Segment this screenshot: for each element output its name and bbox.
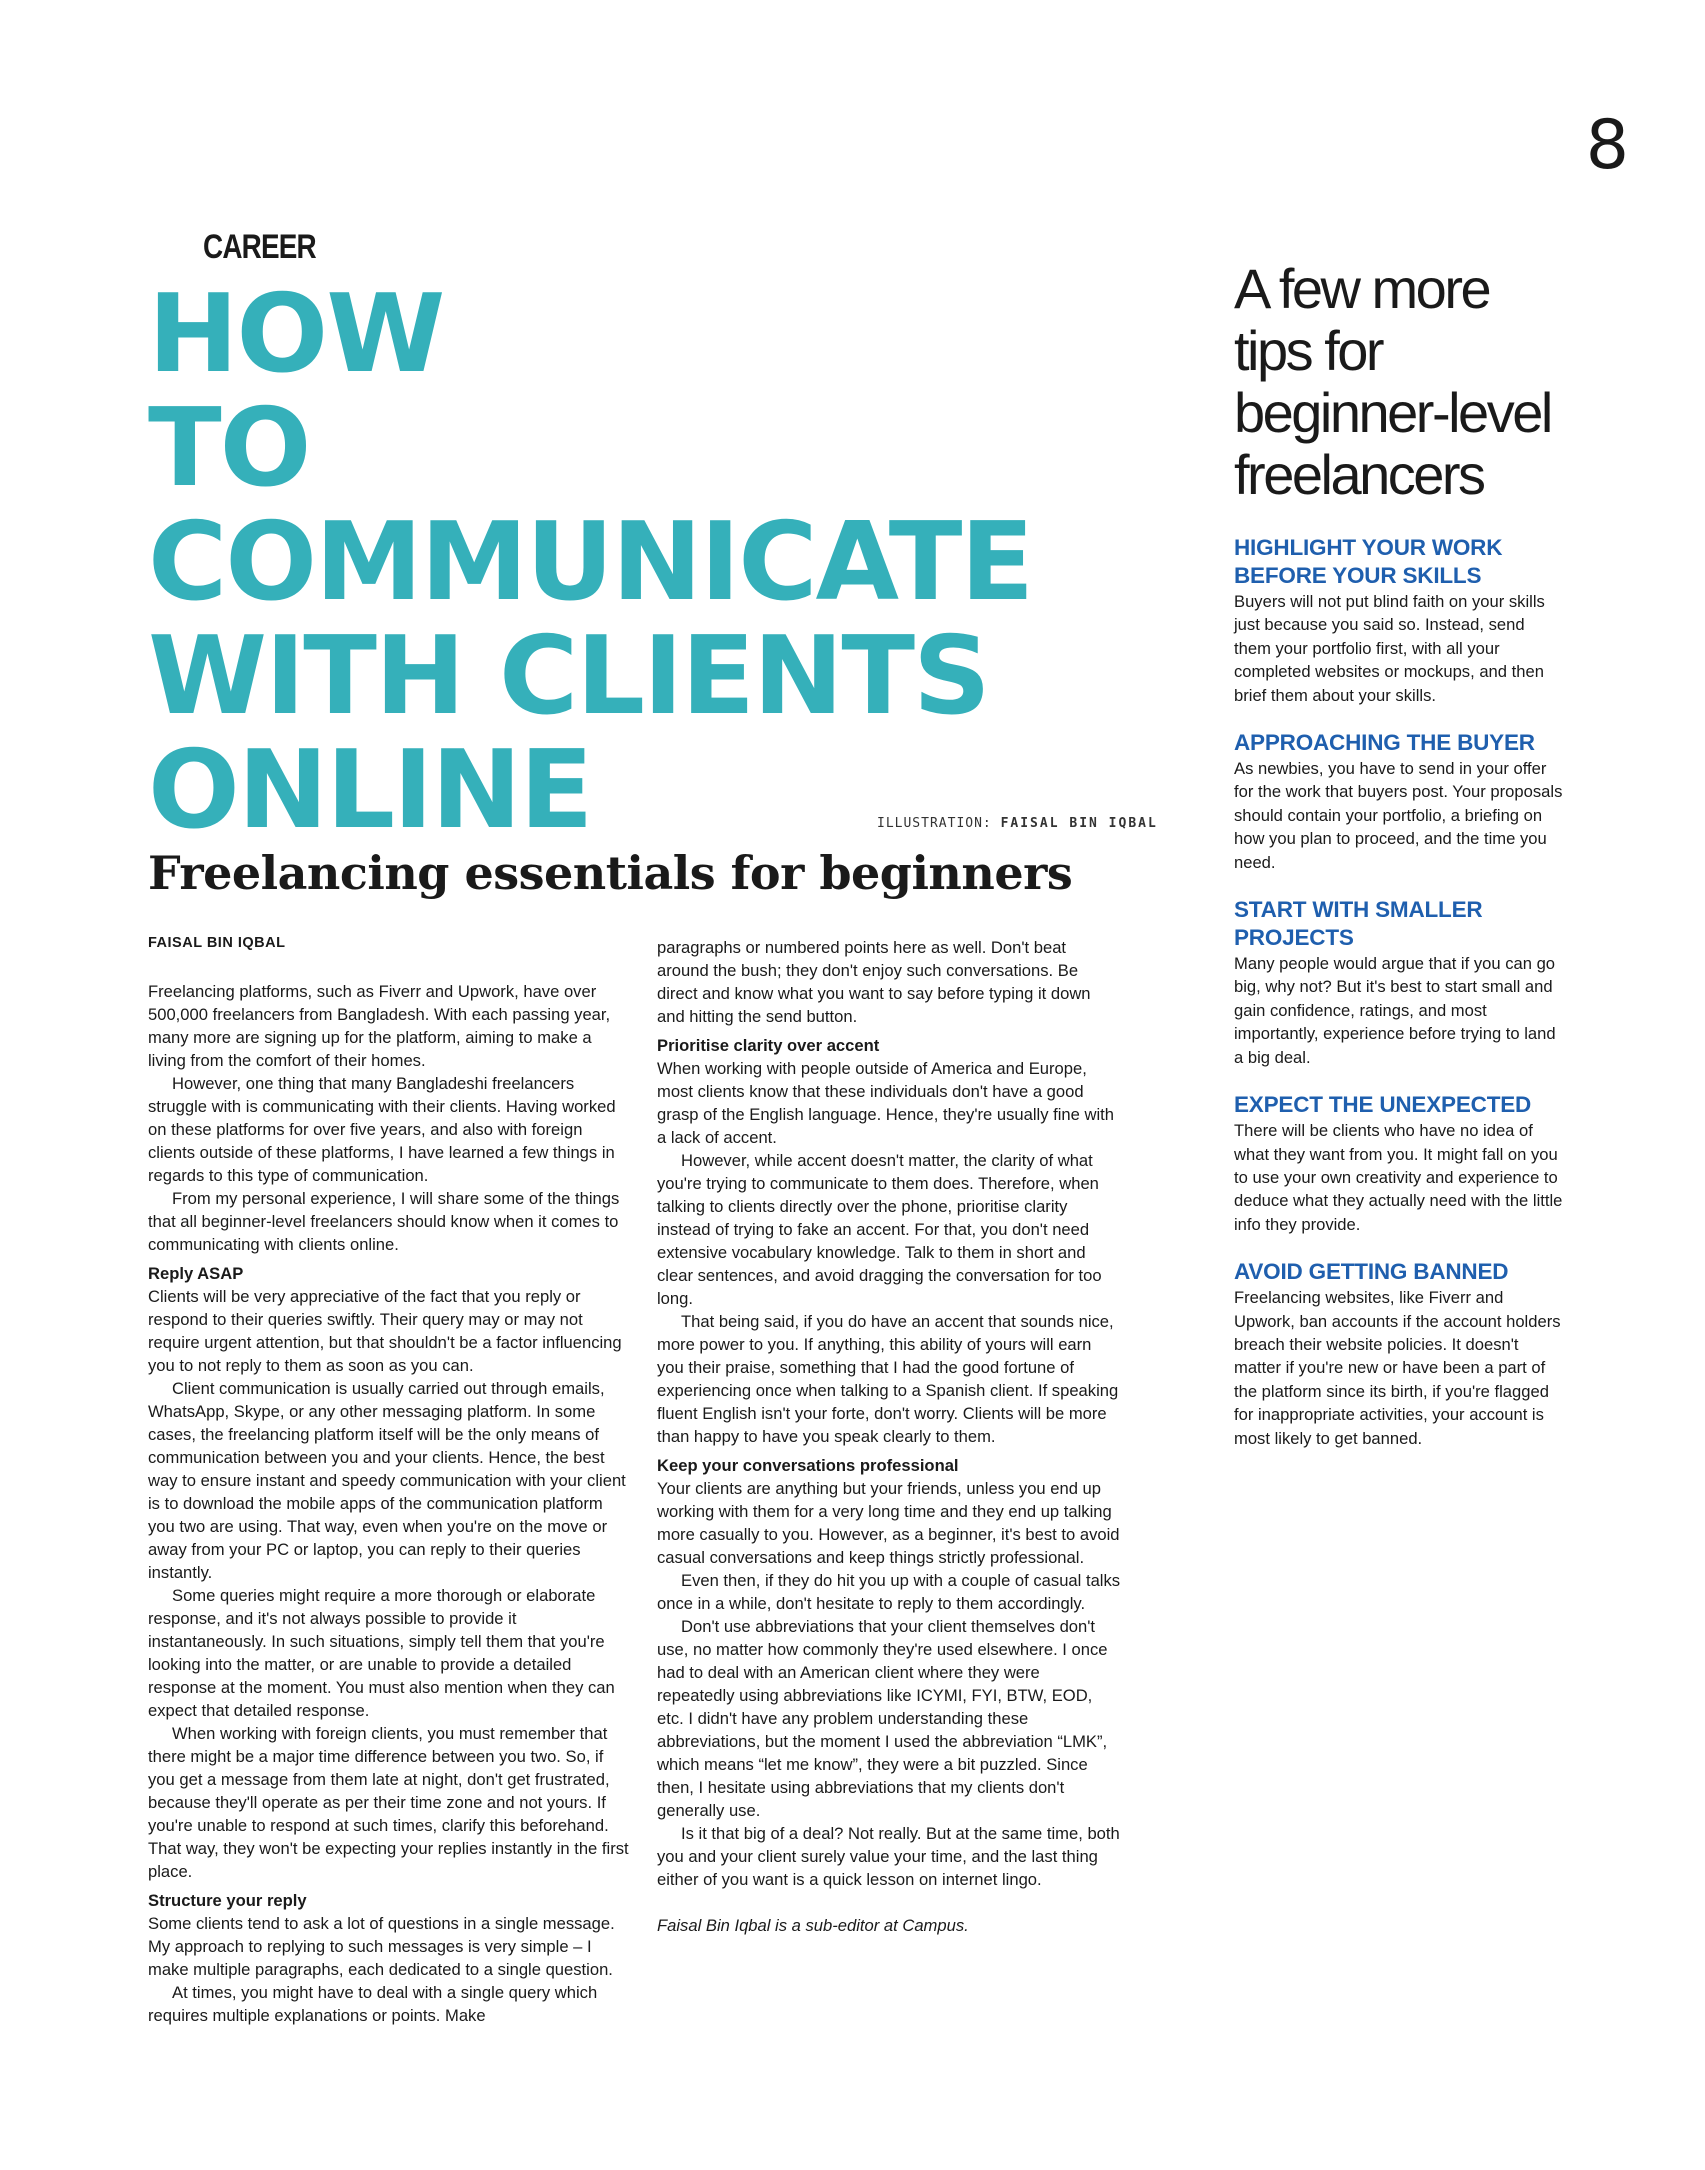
paragraph: However, one thing that many Bangladeshi freelancers struggle with is communicating with their clients. Having worked on these platforms for over five years, and also with foreign clients outside of these platforms, I have learned a few things in regards to this type of communication. <box>148 1074 616 1185</box>
paragraph: Is it that big of a deal? Not really. But at the same time, both you and your client surely value your time, and the last thing either of you want is a quick lesson on internet lingo. <box>657 1824 1120 1889</box>
article-column-2 <box>657 936 1121 1937</box>
subheading: Prioritise clarity over accent <box>657 1036 880 1055</box>
tip-body: There will be clients who have no idea of what they want from you. It might fall on you to use your own creativity and experience to deduce what they actually need with the little info they provide. <box>1234 1121 1563 1234</box>
illustration-credit <box>877 816 1158 831</box>
tip-heading: HIGHLIGHT YOUR WORK BEFORE YOUR SKILLS <box>1234 535 1503 588</box>
tip <box>1234 1258 1564 1450</box>
paragraph: That being said, if you do have an accent that sounds nice, more power to you. If anything, this ability of yours will earn you their praise, something that I had the good fortune of experiencing once when talking to a Spanish client. If speaking fluent English isn't your forte, don't worry. Clients will be more than happy to have you speak clearly to them. <box>657 1312 1119 1446</box>
paragraph: Even then, if they do hit you up with a couple of casual talks once in a while, don't hesitate to reply to them accordingly. <box>657 1571 1121 1613</box>
subheading: Reply ASAP <box>148 1264 244 1283</box>
headline-line: HOW <box>148 272 444 397</box>
paragraph: From my personal experience, I will share some of the things that all beginner-level freelancers should know when it comes to communicating with clients online. <box>148 1189 620 1254</box>
tip-body: Many people would argue that if you can go big, why not? But it's best to start small and gain confidence, ratings, and most importantly, experience before trying to land a big deal. <box>1234 954 1556 1067</box>
paragraph: Don't use abbreviations that your client themselves don't use, no matter how commonly they're used elsewhere. I once had to deal with an American client where they were repeatedly using abbreviations like ICYMI, FYI, BTW, EOD, etc. I didn't have any problem understanding these abbreviations, but the moment I used the abbreviation “LMK”, which means “let me know”, they were a bit puzzled. Since then, I hesitate using abbreviations that my clients don't generally use. <box>657 1617 1108 1820</box>
tip-body: As newbies, you have to send in your offer for the work that buyers post. Your proposals should contain your portfolio, a briefing on how you plan to proceed, and the time you need. <box>1234 759 1563 872</box>
tip-body: Buyers will not put blind faith on your skills just because you said so. Instead, send them your portfolio first, with all your completed websites or mockups, and then brief them about your skills. <box>1234 592 1545 705</box>
author-tagline: Faisal Bin Iqbal is a sub-editor at Campus. <box>657 1916 969 1935</box>
headline-line: WITH CLIENTS <box>148 614 989 739</box>
section-label: CAREER <box>203 228 316 266</box>
tip-heading: EXPECT THE UNEXPECTED <box>1234 1092 1532 1118</box>
paragraph: Freelancing platforms, such as Fiverr and Upwork, have over 500,000 freelancers from Bangladesh. With each passing year, many more are signing up for the platform, aiming to make a living from the comfort of their homes. <box>148 982 611 1070</box>
sidebar-title: A few more tips for beginner-level freelancers <box>1234 257 1551 506</box>
tip <box>1234 896 1564 1069</box>
paragraph: Some queries might require a more thorough or elaborate response, and it's not always possible to provide it instantaneously. In such situations, simply tell them that you're looking into the matter, or are unable to provide a detailed response at the moment. You must also mention when they can expect that detailed response. <box>148 1586 615 1720</box>
tip-heading: APPROACHING THE BUYER <box>1234 730 1535 756</box>
tip-heading: START WITH SMALLER PROJECTS <box>1234 897 1483 951</box>
credit-name: FAISAL BIN IQBAL <box>1000 816 1158 831</box>
tip-body: Freelancing websites, like Fiverr and Upwork, ban accounts if the account holders breach their website policies. It doesn't matter if you're new or have been a part of the platform since its birth, if you're flagged for inappropriate activities, your account is most likely to get banned. <box>1234 1288 1561 1448</box>
subheading: Keep your conversations professional <box>657 1456 959 1475</box>
paragraph: When working with foreign clients, you must remember that there might be a major time difference between you two. So, if you get a message from them late at night, don't get frustrated, because they'll operate as per their time zone and not yours. If you're unable to respond at such times, clarify this beforehand. That way, they won't be expecting your replies instantly in the first place. <box>148 1724 629 1881</box>
tip <box>1234 534 1564 707</box>
paragraph: At times, you might have to deal with a single query which requires multiple explanations or points. Make <box>148 1983 598 2025</box>
headline <box>148 272 1148 853</box>
tip <box>1234 1091 1564 1236</box>
subheading: Structure your reply <box>148 1891 307 1910</box>
headline-line: COMMUNICATE <box>148 500 1033 625</box>
byline: FAISAL BIN IQBAL <box>148 935 286 951</box>
paragraph: Some clients tend to ask a lot of questions in a single message. My approach to replying to such messages is very simple – I make multiple paragraphs, each dedicated to a single question. <box>148 1914 615 1979</box>
headline-line: TO <box>148 386 310 511</box>
tips-sidebar <box>1234 258 1564 1472</box>
paragraph: Clients will be very appreciative of the fact that you reply or respond to their queries swiftly. Their query may or may not require urgent attention, but that shouldn't be a factor influencing you to not reply to them as soon as you can. <box>148 1287 622 1375</box>
page-number: 8 <box>1585 106 1629 185</box>
headline-line: ONLINE <box>148 728 592 853</box>
credit-label: ILLUSTRATION: <box>877 816 992 831</box>
paragraph: Client communication is usually carried out through emails, WhatsApp, Skype, or any other messaging platform. In some cases, the freelancing platform itself will be the only means of communication between you and your clients. Hence, the best way to ensure instant and speedy communication with your client is to download the mobile apps of the communication platform you two are using. That way, even when you're on the move or away from your PC or laptop, you can reply to their queries instantly. <box>148 1379 626 1582</box>
paragraph: paragraphs or numbered points here as well. Don't beat around the bush; they don't enjoy such conversations. Be direct and know what you want to say before typing it down and hitting the send button. <box>657 938 1091 1026</box>
tip <box>1234 729 1564 874</box>
paragraph: When working with people outside of America and Europe, most clients know that these individuals don't have a good grasp of the English language. Hence, they're usually fine with a lack of accent. <box>657 1059 1115 1147</box>
paragraph: Your clients are anything but your friends, unless you end up working with them for a very long time and they end up talking more casually to you. However, as a beginner, it's best to avoid casual conversations and keep things strictly professional. <box>657 1479 1120 1567</box>
subtitle: Freelancing essentials for beginners <box>148 846 1073 900</box>
article-column-1 <box>148 932 633 2027</box>
tip-heading: AVOID GETTING BANNED <box>1234 1259 1509 1285</box>
paragraph: However, while accent doesn't matter, the clarity of what you're trying to communicate to them does. Therefore, when talking to clients directly over the phone, prioritise clarity instead of trying to fake an accent. For that, you don't need extensive vocabulary knowledge. Talk to them in short and clear sentences, and avoid dragging the conversation for too long. <box>657 1151 1102 1308</box>
